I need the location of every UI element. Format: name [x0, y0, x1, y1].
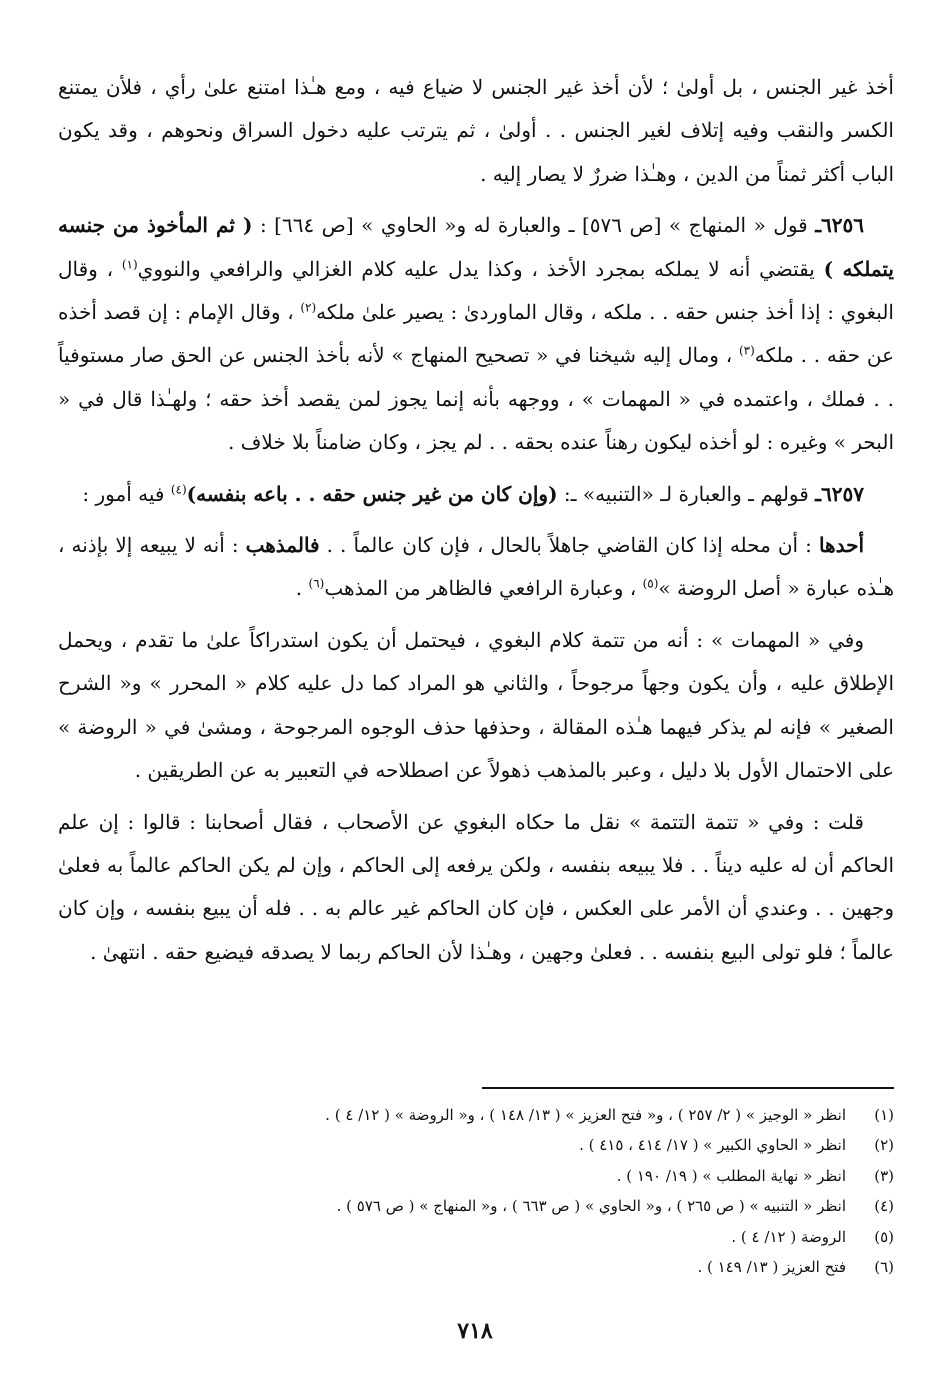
paragraph-6256-text-a: يقتضي أنه لا يملكه بمجرد الأخذ ، وكذا يدل عليه كلام الغزالي والرافعي والنووي	[137, 256, 824, 281]
footnote-ref-1[interactable]: (١)	[121, 256, 138, 271]
first-matter-lead: أحدها	[818, 533, 864, 558]
paragraph-6257-intro: قولهم ـ والعبارة لـ «التنبيه» ـ:	[557, 481, 816, 506]
footnote-4	[114, 1191, 894, 1221]
footnote-text: انظر « نهاية المطلب » ( ١٩/ ١٩٠ ) .	[616, 1166, 846, 1185]
footnote-number: (٣)	[874, 1166, 894, 1185]
footnote-separator	[482, 1087, 894, 1089]
footnote-6	[114, 1252, 894, 1282]
issue-number-6256: ٦٢٥٦ـ	[815, 213, 865, 238]
first-matter-text-d: .	[295, 576, 309, 601]
footnote-number: (١)	[874, 1106, 894, 1124]
paragraph-6256	[58, 204, 894, 464]
footnote-ref-4[interactable]: (٤)	[170, 482, 187, 496]
footnote-ref-6[interactable]: (٦)	[308, 576, 325, 591]
page-body	[58, 66, 894, 982]
footnotes	[114, 1100, 894, 1282]
paragraph-6256-text-d: ، ومال إليه شيخنا في « تصحيح المنهاج » لأنه بأخذ الجنس عن الحق صار مستوفياً . . فملك ، واعتمده في « المهمات » ، ووجهه بأنه إنما يجوز لمن يقصد أخذ حقه ؛ ولهـٰذا قال في « البحر » وغيره : لو أخذه ليكون رهناً عنده بحقه . . لم يجز ، وكان ضامناً بلا خلاف .	[58, 343, 894, 455]
paragraph-qultu: قلت : وفي « تتمة التتمة » نقل ما حكاه البغوي عن الأصحاب ، فقال أصحابنا : قالوا : إن علم الحاكم أن له عليه ديناً . . فلا يبيعه بنفسه ، ولكن يرفعه إلى الحاكم ، وإن لم يكن الحاكم عالماً به فعلىٰ وجهين . . وعندي أن الأمر على العكس ، فإن كان الحاكم غير عالم به . . فله أن يبيع بنفسه ، وإن كان عالماً ؛ فلو تولى البيع بنفسه . . فعلىٰ وجهين ، وهـٰذا لأن الحاكم ربما لا يصدقه فيضيع حقه . انتهىٰ .	[58, 809, 894, 964]
paragraph-first-matter	[58, 524, 894, 611]
paragraph-6257-quote: (وإن كان من غير جنس حقه . . باعه بنفسه)	[186, 481, 558, 506]
footnote-1	[114, 1100, 894, 1130]
footnote-ref-3[interactable]: (٣)	[738, 343, 755, 358]
footnote-number: (٥)	[874, 1227, 894, 1246]
footnote-2	[114, 1130, 894, 1160]
footnote-3	[114, 1161, 894, 1191]
paragraph-6256-text-b: ، وقال البغوي : إذا أخذ جنس حقه . . ملكه ، وقال الماوردىٰ : يصير علىٰ ملكه	[58, 256, 894, 325]
footnote-number: (٢)	[874, 1136, 894, 1155]
footnote-text: الروضة ( ١٢/ ٤ ) .	[731, 1227, 846, 1246]
footnote-text: فتح العزيز ( ١٣/ ١٤٩ ) .	[697, 1257, 846, 1276]
footnote-number: (٦)	[874, 1257, 894, 1276]
page-number: ٧١٨	[457, 1318, 493, 1344]
paragraph-1: أخذ غير الجنس ، بل أولىٰ ؛ لأن أخذ غير الجنس لا ضياع فيه ، ومع هـٰذا امتنع علىٰ رأي ، فلأن يمتنع الكسر والنقب وفيه إتلاف لغير الجنس . . أولىٰ ، ثم يترتب عليه دخول السراق ونحوهم ، وقد يكون الباب أكثر ثمناً من الدين ، وهـٰذا ضررٌ لا يصار إليه .	[58, 75, 894, 186]
paragraph-6256-quote: ( ثم المأخوذ من جنسه يتملكه )	[58, 213, 894, 281]
first-matter-text-a: : أن محله إذا كان القاضي جاهلاً بالحال ، فإن كان عالماً . .	[319, 533, 819, 558]
paragraph-6257	[58, 473, 894, 516]
footnote-5	[114, 1222, 894, 1252]
first-matter-text-b: : أنه لا يبيعه إلا بإذنه ، هـٰذه عبارة « أصل الروضة »	[58, 533, 894, 601]
paragraph-6256-text-c: ، وقال الإمام : إن قصد أخذه عن حقه . . ملكه	[58, 300, 895, 368]
madhhab-term: فالمذهب	[245, 533, 320, 558]
paragraph-6257-text: فيه أمور :	[82, 481, 171, 506]
footnote-ref-5[interactable]: (٥)	[642, 576, 659, 591]
first-matter-text-c: ، وعبارة الرافعي فالظاهر من المذهب	[324, 576, 643, 601]
footnote-text: انظر « التنبيه » ( ص ٢٦٥ ) ، و« الحاوي » ( ص ٦٦٣ ) ، و« المنهاج » ( ص ٥٧٦ ) .	[336, 1197, 846, 1216]
paragraph-6256-intro: قول « المنهاج » [ص ٥٧٦] ـ والعبارة له و« الحاوي » [ص ٦٦٤] :	[252, 213, 816, 238]
issue-number-6257: ٦٢٥٧ـ	[815, 481, 864, 506]
footnote-number: (٤)	[874, 1197, 894, 1216]
paragraph-muhimmat: وفي « المهمات » : أنه من تتمة كلام البغوي ، فيحتمل أن يكون استدراكاً علىٰ ما تقدم ، ويحمل الإطلاق عليه ، وأن يكون وجهاً مرجوحاً ، والثاني هو المراد كما دل عليه كلام « المحرر » و« الشرح الصغير » فإنه لم يذكر فيهما هـٰذه المقالة ، وحذفها حذف الوجوه المرجوحة ، ومشىٰ في « الروضة » على الاحتمال الأول بلا دليل ، وعبر بالمذهب ذهولاً عن اصطلاحه في التعبير به عن الطريقين .	[58, 627, 894, 783]
footnote-ref-2[interactable]: (٢)	[300, 300, 317, 315]
footnote-text: انظر « الحاوي الكبير » ( ١٧/ ٤١٤ ، ٤١٥ ) .	[579, 1136, 846, 1155]
footnote-text: انظر « الوجيز » ( ٢/ ٢٥٧ ) ، و« فتح العزيز » ( ١٣/ ١٤٨ ) ، و« الروضة » ( ١٢/ ٤ ) .	[325, 1106, 846, 1124]
